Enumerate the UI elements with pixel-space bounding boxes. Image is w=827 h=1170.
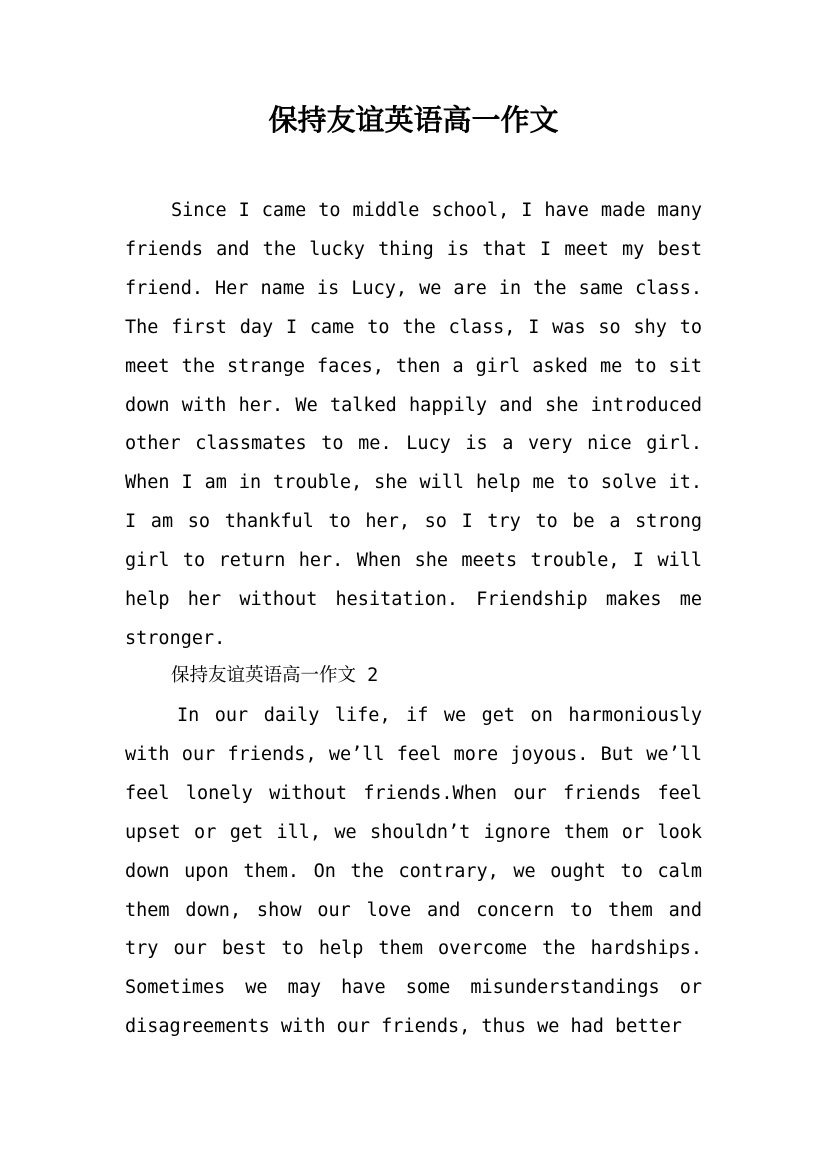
document-title: 保持友谊英语高一作文 [268,103,559,137]
essay-paragraph-1: Since I came to middle school, I have made many friends and the lucky thing is that I meet my best friend. Her name is Lucy, we are in the same class. The first day I came to the class, I was so shy to meet the strange faces, then a girl asked me to sit down with her. We talked happily and she introduced other classmates to me. Lucy is a very nice girl. When I am in trouble, she will help me to solve it. I am so thankful to her, so I try to be a strong girl to return her. When she meets trouble, I will help her without hesitation. Friendship makes me stronger. [125,200,702,649]
essay-subheading-2: 保持友谊英语高一作文 2 [171,665,379,686]
essay-paragraph-2: In our daily life, if we get on harmoniously with our friends, we’ll feel more joyous. But we’ll feel lonely without friends.When our friends feel upset or get ill, we shouldn’t ignore them or look down upon them. On the contrary, we ought to calm them down, show our love and concern to them and try our best to help them overcome the hardships. Sometimes we may have some misunderstandings or disagreements with our friends, thus we had better [125,705,702,1038]
